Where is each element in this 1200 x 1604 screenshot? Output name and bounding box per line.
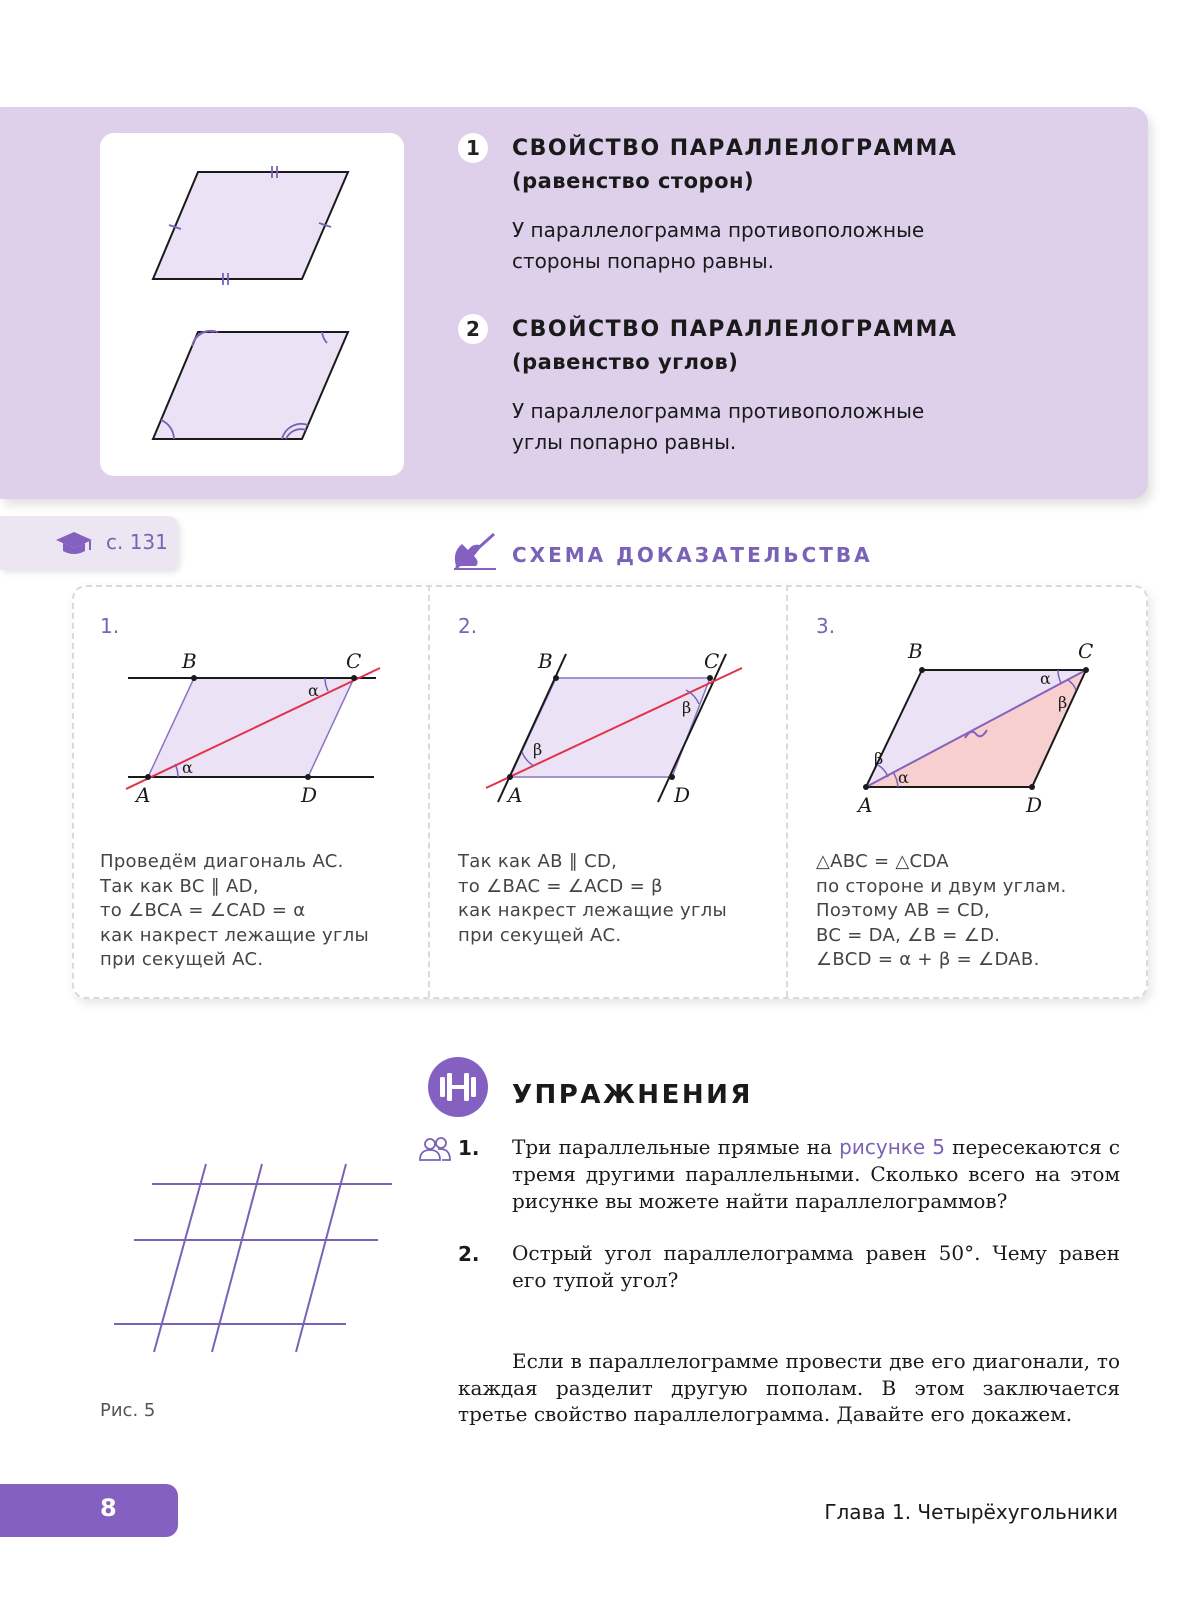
step-1-text: [100, 850, 369, 973]
page-reference-tab[interactable]: [0, 516, 178, 570]
scheme-divider: [428, 585, 430, 997]
scheme-title: СХЕМА ДОКАЗАТЕЛЬСТВА: [512, 543, 873, 567]
property-text: [512, 215, 1112, 277]
property-number: 2: [458, 314, 488, 344]
property-title-main: СВОЙСТВО ПАРАЛЛЕЛОГРАММА: [512, 136, 958, 161]
property-text-line: У параллелограмма противоположные: [512, 399, 925, 423]
graduation-cap-icon: [54, 528, 94, 558]
step-text-line: то ∠BAC = ∠ACD = β: [458, 875, 663, 897]
step-text-line: Поэтому AB = CD,: [816, 900, 991, 921]
step-3-text: [816, 850, 1066, 973]
angle-label-alpha: α: [1040, 669, 1051, 688]
proof-scheme-icon: [450, 528, 500, 572]
angle-label-beta: β: [1058, 693, 1068, 712]
step-text-line: ∠BCD = α + β = ∠DAB.: [816, 949, 1040, 970]
step-text-line: △ABC = △CDA: [816, 851, 949, 872]
step-number: 3.: [816, 614, 836, 638]
point-label-d: D: [1026, 793, 1043, 817]
chapter-title: Глава 1. Четырёхугольники: [824, 1500, 1118, 1524]
property-title-main: СВОЙСТВО ПАРАЛЛЕЛОГРАММА: [512, 317, 958, 342]
step-2-text: [458, 850, 727, 948]
property-2: [458, 314, 1138, 464]
angle-label-beta: β: [682, 698, 692, 717]
point-label-d: D: [674, 783, 691, 807]
property-subtitle: (равенство углов): [512, 350, 739, 374]
exercises-badge: [428, 1057, 488, 1117]
step-number: 1.: [100, 614, 120, 638]
exercise-text-part: пересекаются с тремя другими параллельными. Сколько всего на этом рисунке вы можете найти параллелограммов?: [512, 1135, 1120, 1213]
property-text-line: У параллелограмма противоположные: [512, 218, 925, 242]
property-text-line: углы попарно равны.: [512, 430, 737, 454]
angle-label-beta: β: [533, 740, 543, 759]
point-label-a: A: [136, 783, 151, 807]
exercises-title: УПРАЖНЕНИЯ: [512, 1080, 753, 1110]
point-label-c: C: [704, 649, 720, 673]
step-text-line: как накрест лежащие углы: [458, 900, 728, 921]
step-text-line: то ∠BCA = ∠CAD = α: [100, 900, 306, 921]
group-work-icon: [418, 1136, 452, 1162]
exercise-number: 2.: [458, 1242, 480, 1266]
page-number: 8: [100, 1494, 117, 1522]
step-3-diagram: [840, 640, 1110, 820]
angle-label-alpha: α: [308, 681, 319, 700]
property-subtitle: (равенство сторон): [512, 169, 755, 193]
page-reference-text: с. 131: [106, 530, 168, 554]
angle-label-beta: β: [874, 749, 884, 768]
point-label-a: A: [508, 783, 523, 807]
point-label-d: D: [301, 783, 318, 807]
property-text: [512, 396, 1112, 458]
step-text-line: Проведём диагональ AC.: [100, 851, 344, 872]
property-text-line: стороны попарно равны.: [512, 249, 775, 273]
property-number: 1: [458, 133, 488, 163]
point-label-a: A: [858, 793, 873, 817]
parallelogram-figures: [100, 133, 404, 476]
property-1: [458, 133, 1138, 283]
step-1-diagram: [118, 640, 388, 810]
exercise-1-text: [512, 1134, 1120, 1215]
point-label-c: C: [1078, 640, 1094, 663]
step-text-line: при секущей AC.: [458, 924, 622, 946]
point-label-b: B: [182, 649, 197, 673]
properties-figure-card: [100, 133, 404, 476]
page-number-tab: [0, 1484, 178, 1537]
step-text-line: при секущей AC.: [100, 949, 264, 970]
step-text-line: по стороне и двум углам.: [816, 875, 1067, 897]
point-label-c: C: [346, 649, 362, 673]
step-text-line: BC = DA, ∠B = ∠D.: [816, 924, 1001, 946]
step-number: 2.: [458, 614, 478, 638]
third-property-intro: Если в параллелограмме провести две его диагонали, то каждая разделит другую пополам. В этом заключается третье свойство параллелограмма. Давайте его докажем.: [458, 1349, 1120, 1426]
figure-5-caption: Рис. 5: [100, 1400, 156, 1421]
parallelogram-angles: [153, 332, 348, 439]
property-title: [512, 314, 957, 378]
parallelogram-sides: [153, 172, 348, 279]
angle-label-alpha: α: [898, 768, 909, 787]
figure-5-grid: [110, 1160, 400, 1380]
step-text-line: как накрест лежащие углы: [100, 924, 370, 946]
figure-5-link[interactable]: рисунке 5: [839, 1135, 945, 1159]
point-label-b: B: [538, 649, 553, 673]
scheme-divider: [786, 585, 788, 997]
exercise-2-text: Острый угол параллелограмма равен 50°. Чему равен его тупой угол?: [512, 1241, 1120, 1292]
dumbbell-icon: [428, 1057, 488, 1117]
property-title: [512, 133, 957, 197]
exercise-text-part: Три параллельные прямые на: [512, 1135, 840, 1159]
exercise-number: 1.: [458, 1136, 480, 1160]
angle-label-alpha: α: [182, 758, 193, 777]
step-text-line: Так как BC ∥ AD,: [100, 875, 259, 897]
step-2-diagram: [476, 640, 756, 810]
step-text-line: Так как AB ∥ CD,: [458, 851, 618, 872]
point-label-b: B: [908, 640, 923, 663]
